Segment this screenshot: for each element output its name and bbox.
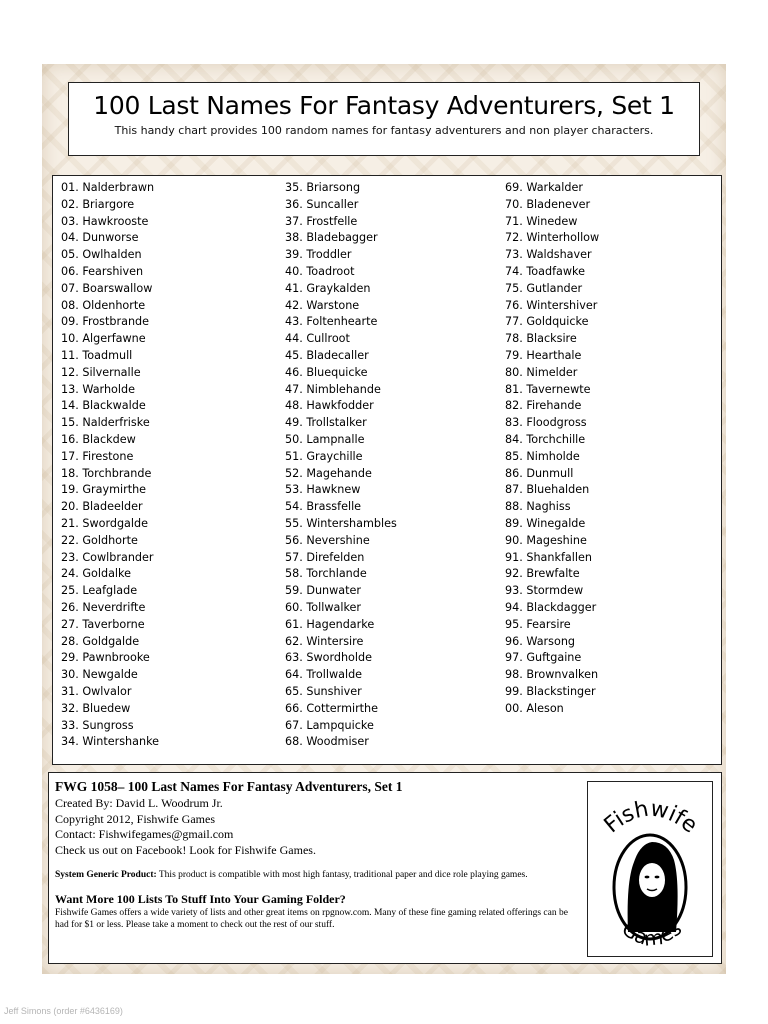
- name-entry: 65. Sunshiver: [285, 684, 362, 698]
- name-entry: 28. Goldgalde: [61, 634, 140, 648]
- name-entry: 05. Owlhalden: [61, 248, 142, 262]
- name-entry: 87. Bluehalden: [505, 483, 590, 497]
- name-entry: 89. Winegalde: [505, 516, 586, 530]
- name-entry: 02. Briargore: [61, 197, 135, 211]
- name-entry: 12. Silvernalle: [61, 365, 141, 379]
- name-entry: 14. Blackwalde: [61, 399, 146, 413]
- name-entry: 07. Boarswallow: [61, 281, 153, 295]
- name-entry: 06. Fearshiven: [61, 264, 144, 278]
- name-entry: 34. Wintershanke: [61, 735, 160, 749]
- name-entry: 40. Toadroot: [285, 264, 355, 278]
- name-entry: 03. Hawkrooste: [61, 214, 149, 228]
- name-entry: 81. Tavernewte: [505, 382, 591, 396]
- name-entry: 27. Taverborne: [61, 617, 145, 631]
- name-entry: 67. Lampquicke: [285, 718, 374, 732]
- product-title: FWG 1058– 100 Last Names For Fantasy Adventurers, Set 1: [55, 779, 403, 794]
- name-entry: 84. Torchchille: [505, 432, 586, 446]
- name-entry: 56. Nevershine: [285, 533, 370, 547]
- name-entry: 68. Woodmiser: [285, 735, 369, 749]
- name-entry: 47. Nimblehande: [285, 382, 381, 396]
- name-entry: 74. Toadfawke: [505, 264, 585, 278]
- title-box: [68, 82, 700, 156]
- name-entry: 96. Warsong: [505, 634, 576, 648]
- logo-face: [639, 863, 665, 897]
- name-entry: 24. Goldalke: [61, 567, 131, 581]
- name-entry: 25. Leafglade: [61, 584, 138, 598]
- product-info-text: [55, 779, 575, 931]
- name-entry: 55. Wintershambles: [285, 516, 397, 530]
- name-entry: 66. Cottermirthe: [285, 701, 379, 715]
- name-entry: 75. Gutlander: [505, 281, 583, 295]
- name-entry: 93. Stormdew: [505, 584, 584, 598]
- system-generic-text: This product is compatible with most high fantasy, traditional paper and dice role playing games.: [156, 870, 528, 880]
- names-column-3: [505, 180, 599, 718]
- name-entry: 53. Hawknew: [285, 483, 361, 497]
- name-entry: 78. Blacksire: [505, 332, 577, 346]
- name-entry: 39. Troddler: [285, 248, 352, 262]
- name-entry: 09. Frostbrande: [61, 315, 150, 329]
- name-entry: 97. Guftgaine: [505, 651, 582, 665]
- name-entry: 95. Fearsire: [505, 617, 571, 631]
- name-entry: 50. Lampnalle: [285, 432, 365, 446]
- name-entry: 86. Dunmull: [505, 466, 574, 480]
- name-entry: 44. Cullroot: [285, 332, 350, 346]
- name-entry: 17. Firestone: [61, 449, 134, 463]
- order-watermark: Jeff Simons (order #6436169): [4, 1006, 123, 1016]
- name-entry: 64. Trollwalde: [285, 668, 363, 682]
- name-entry: 48. Hawkfodder: [285, 399, 374, 413]
- name-entry: 49. Trollstalker: [285, 416, 367, 430]
- system-generic-label: System Generic Product:: [55, 870, 157, 880]
- name-entry: 30. Newgalde: [61, 668, 138, 682]
- name-entry: 20. Bladeelder: [61, 500, 143, 514]
- name-entry: 41. Graykalden: [285, 281, 371, 295]
- name-entry: 15. Nalderfriske: [61, 416, 150, 430]
- product-info-box: [48, 772, 722, 964]
- name-entry: 92. Brewfalte: [505, 567, 580, 581]
- name-entry: 73. Waldshaver: [505, 248, 592, 262]
- name-entry: 32. Bluedew: [61, 701, 131, 715]
- name-entry: 13. Warholde: [61, 382, 135, 396]
- name-entry: 33. Sungross: [61, 718, 134, 732]
- name-entry: 46. Bluequicke: [285, 365, 368, 379]
- name-entry: 37. Frostfelle: [285, 214, 358, 228]
- name-entry: 16. Blackdew: [61, 432, 136, 446]
- name-entry: 54. Brassfelle: [285, 500, 362, 514]
- system-generic-note: [55, 870, 575, 880]
- name-entry: 60. Tollwalker: [285, 600, 362, 614]
- name-entry: 79. Hearthale: [505, 348, 582, 362]
- names-column-1: [61, 180, 159, 751]
- name-entry: 98. Brownvalken: [505, 668, 599, 682]
- name-entry: 82. Firehande: [505, 399, 582, 413]
- name-entry: 18. Torchbrande: [61, 466, 152, 480]
- promo-text: Fishwife Games offers a wide variety of lists and other great items on rpgnow.com. Many of these fine gaming related offerings can be had for $1 or less. Please take a moment to check out the rest of our stuff.: [55, 908, 568, 930]
- name-entry: 08. Oldenhorte: [61, 298, 146, 312]
- name-entry: 01. Nalderbrawn: [61, 181, 155, 194]
- name-entry: 99. Blackstinger: [505, 684, 596, 698]
- name-entry: 23. Cowlbrander: [61, 550, 154, 564]
- names-column-2: [285, 180, 397, 751]
- name-entry: 26. Neverdrifte: [61, 600, 146, 614]
- name-entry: 85. Nimholde: [505, 449, 580, 463]
- logo-top-text: Fishwife: [599, 796, 702, 839]
- names-table: [52, 175, 722, 765]
- name-entry: 19. Graymirthe: [61, 483, 147, 497]
- name-entry: 76. Wintershiver: [505, 298, 598, 312]
- name-entry: 80. Nimelder: [505, 365, 578, 379]
- name-entry: 42. Warstone: [285, 298, 360, 312]
- logo-bottom-text: Games: [617, 915, 687, 951]
- name-entry: 21. Swordgalde: [61, 516, 148, 530]
- name-entry: 88. Naghiss: [505, 500, 571, 514]
- name-entry: 57. Direfelden: [285, 550, 365, 564]
- name-entry: 58. Torchlande: [285, 567, 367, 581]
- contact: Contact: Fishwifegames@gmail.com: [55, 827, 234, 841]
- name-entry: 31. Owlvalor: [61, 684, 132, 698]
- fishwife-logo: [587, 781, 713, 957]
- name-entry: 35. Briarsong: [285, 181, 361, 194]
- page-title: 100 Last Names For Fantasy Adventurers, Set 1: [93, 91, 675, 120]
- page-subtitle: This handy chart provides 100 random names for fantasy adventurers and non player characters.: [114, 124, 654, 137]
- name-entry: 83. Floodgross: [505, 416, 587, 430]
- name-entry: 77. Goldquicke: [505, 315, 589, 329]
- name-entry: 70. Bladenever: [505, 197, 591, 211]
- name-entry: 90. Mageshine: [505, 533, 587, 547]
- name-entry: 04. Dunworse: [61, 231, 139, 245]
- name-entry: 91. Shankfallen: [505, 550, 592, 564]
- name-entry: 38. Bladebagger: [285, 231, 378, 245]
- name-entry: 72. Winterhollow: [505, 231, 600, 245]
- want-more-heading: Want More 100 Lists To Stuff Into Your Gaming Folder?: [55, 892, 346, 906]
- copyright: Copyright 2012, Fishwife Games: [55, 811, 215, 826]
- name-entry: 52. Magehande: [285, 466, 372, 480]
- created-by: Created By: David L. Woodrum Jr.: [55, 796, 223, 810]
- name-entry: 36. Suncaller: [285, 197, 359, 211]
- name-entry: 00. Aleson: [505, 701, 564, 715]
- name-entry: 61. Hagendarke: [285, 617, 375, 631]
- name-entry: 11. Toadmull: [61, 348, 133, 362]
- name-entry: 62. Wintersire: [285, 634, 364, 648]
- name-entry: 59. Dunwater: [285, 584, 362, 598]
- facebook-note: Check us out on Facebook! Look for Fishwife Games.: [55, 842, 316, 857]
- logo-graphic: [588, 782, 712, 956]
- name-entry: 43. Foltenhearte: [285, 315, 378, 329]
- name-entry: 51. Graychille: [285, 449, 363, 463]
- name-entry: 22. Goldhorte: [61, 533, 138, 547]
- name-entry: 10. Algerfawne: [61, 332, 146, 346]
- name-entry: 29. Pawnbrooke: [61, 651, 150, 665]
- name-entry: 63. Swordholde: [285, 651, 372, 665]
- name-entry: 94. Blackdagger: [505, 600, 597, 614]
- name-entry: 71. Winedew: [505, 214, 578, 228]
- name-entry: 45. Bladecaller: [285, 348, 369, 362]
- name-entry: 69. Warkalder: [505, 181, 583, 194]
